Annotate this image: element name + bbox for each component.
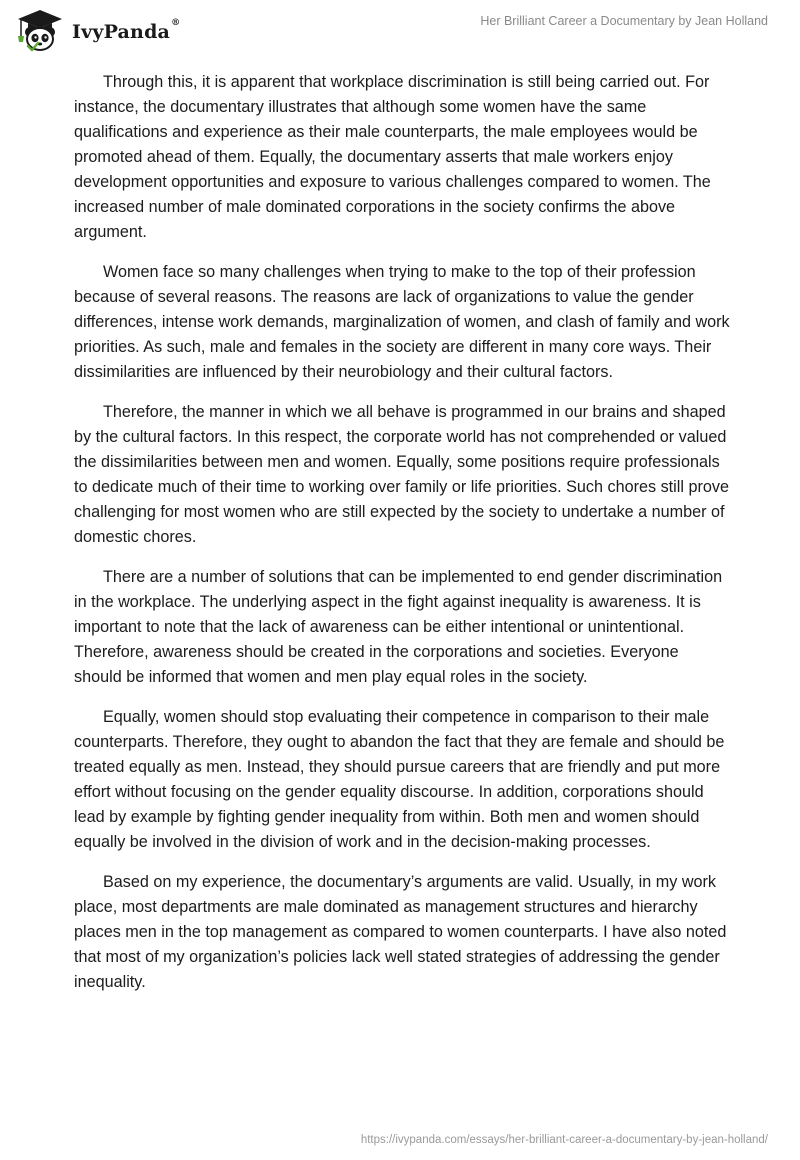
brand-logo[interactable] xyxy=(14,8,180,52)
source-url-link[interactable]: https://ivypanda.com/essays/her-brilliant-career-a-documentary-by-jean-holland/ xyxy=(360,1134,768,1146)
paragraph: Equally, women should stop evaluating their competence in comparison to their male counterparts. Therefore, they ought to abandon the fact that they are female and should be treated equally as men. Instead, they should pursue careers that are friendly and put more effort without focusing on the gender equality discourse. In addition, corporations should lead by example by fighting gender inequality from within. Both men and women should equally be involved in the division of work and in the decision-making processes. xyxy=(74,708,725,851)
paragraph: Based on my experience, the documentary’s arguments are valid. Usually, in my work place, most departments are male dominated as management structures and hierarchy places men in the top management as compared to women counterparts. I have also noted that most of my organization’s policies lack well stated strategies of addressing the gender inequality. xyxy=(74,873,727,991)
brand-name xyxy=(72,18,181,43)
registered-mark: ® xyxy=(171,18,181,28)
paragraph: Therefore, the manner in which we all behave is programmed in our brains and shaped by the cultural factors. In this respect, the corporate world has not comprehended or valued the dissimilarities between men and women. Equally, some positions require professionals to dedicate much of their time to working over family or life priorities. Such chores still prove challenging for most women who are still expected by the society to undertake a number of domestic chores. xyxy=(74,403,729,546)
document-title: Her Brilliant Career a Documentary by Jean Holland xyxy=(480,14,768,28)
page-header xyxy=(0,0,800,60)
paragraph: Women face so many challenges when trying to make to the top of their profession because of several reasons. The reasons are lack of organizations to value the gender differences, intense work demands, marginalization of women, and clash of family and work priorities. As such, male and females in the society are different in many core ways. Their dissimilarities are influenced by their neurobiology and their cultural factors. xyxy=(74,263,730,381)
paragraph: Through this, it is apparent that workplace discrimination is still being carried out. For instance, the documentary illustrates that although some women have the same qualifications and experience as their male counterparts, the male employees would be promoted ahead of them. Equally, the documentary asserts that male workers enjoy development opportunities and exposure to various challenges compared to women. The increased number of male dominated corporations in the society confirms the above argument. xyxy=(74,73,711,241)
essay-body xyxy=(74,70,730,1010)
panda-graduate-logo-icon xyxy=(14,8,66,52)
paragraph: There are a number of solutions that can be implemented to end gender discrimination in the workplace. The underlying aspect in the fight against inequality is awareness. It is important to note that the lack of awareness can be either intentional or unintentional. Therefore, awareness should be created in the corporations and societies. Everyone should be informed that women and men play equal roles in the society. xyxy=(74,568,723,686)
brand-name-text: IvyPanda xyxy=(72,21,171,43)
